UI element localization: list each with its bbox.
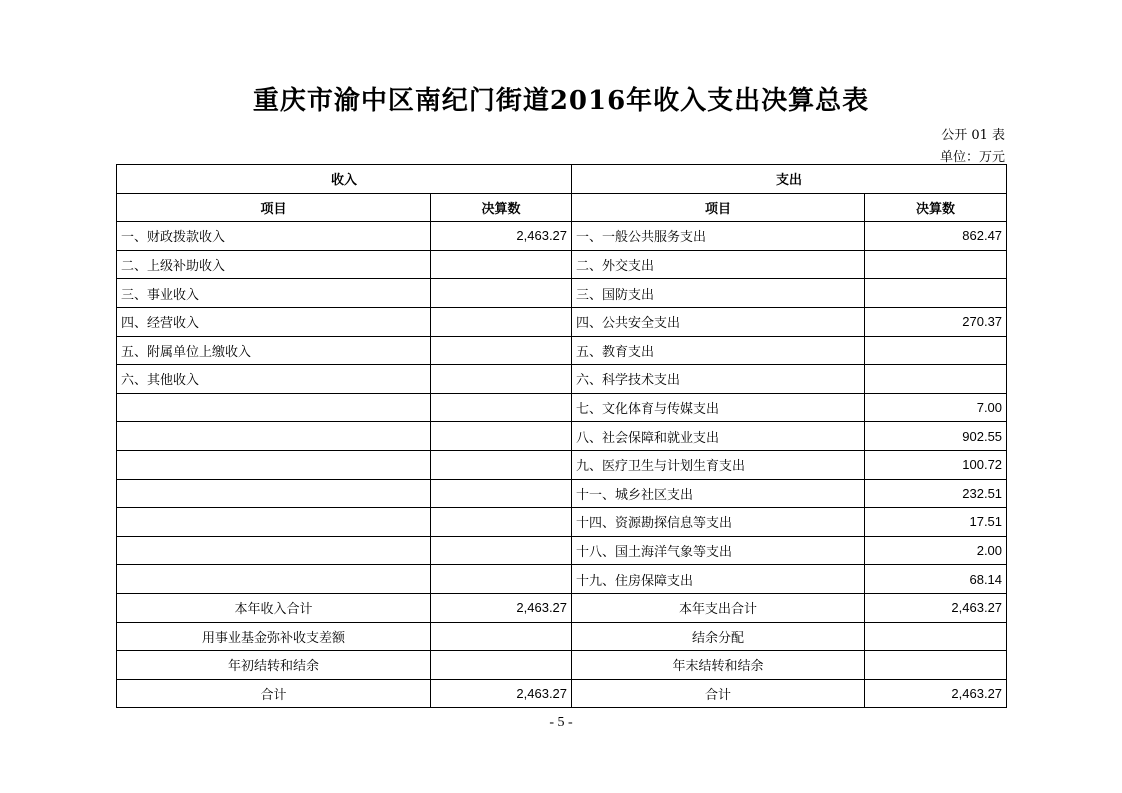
income-summary-label: 本年收入合计 [117,593,431,622]
income-amount-cell [431,536,572,565]
income-amount-cell [431,336,572,365]
income-item-cell: 一、财政拨款收入 [117,222,431,251]
income-item-cell [117,565,431,594]
expense-item-cell: 一、一般公共服务支出 [572,222,865,251]
table-row [117,565,1007,594]
expense-amount-cell: 100.72 [865,450,1007,479]
table-row [117,307,1007,336]
expense-section-header: 支出 [572,165,1007,194]
expense-item-cell: 六、科学技术支出 [572,365,865,394]
income-summary-label: 合计 [117,679,431,708]
income-item-cell [117,450,431,479]
income-item-cell [117,536,431,565]
income-amount-cell [431,279,572,308]
page-number: - 5 - [549,715,573,730]
table-row [117,393,1007,422]
income-item-cell [117,422,431,451]
table-row [117,508,1007,537]
expense-amount-column-header: 决算数 [865,193,1007,222]
income-item-cell: 三、事业收入 [117,279,431,308]
income-item-cell: 五、附属单位上缴收入 [117,336,431,365]
section-header-row [117,165,1007,194]
expense-summary-amount: 2,463.27 [865,679,1007,708]
expense-amount-cell [865,365,1007,394]
expense-item-cell: 十四、资源勘探信息等支出 [572,508,865,537]
table-row [117,222,1007,251]
unit-label: 单位：万元 [939,150,1005,165]
expense-amount-cell: 232.51 [865,479,1007,508]
expense-item-cell: 八、社会保障和就业支出 [572,422,865,451]
income-section-header: 收入 [117,165,572,194]
income-item-cell: 四、经营收入 [117,307,431,336]
summary-row [117,679,1007,708]
expense-amount-cell: 270.37 [865,307,1007,336]
income-summary-amount: 2,463.27 [431,679,572,708]
table-row [117,250,1007,279]
expense-item-cell: 七、文化体育与传媒支出 [572,393,865,422]
table-row [117,336,1007,365]
expense-amount-cell: 17.51 [865,508,1007,537]
income-amount-cell: 2,463.27 [431,222,572,251]
summary-row [117,651,1007,680]
income-item-column-header: 项目 [117,193,431,222]
table-row [117,479,1007,508]
summary-row [117,593,1007,622]
income-item-cell [117,508,431,537]
expense-item-cell: 十八、国土海洋气象等支出 [572,536,865,565]
expense-item-column-header: 项目 [572,193,865,222]
expense-summary-amount [865,622,1007,651]
table-row [117,365,1007,394]
income-summary-amount [431,651,572,680]
expense-amount-cell: 902.55 [865,422,1007,451]
summary-row [117,622,1007,651]
expense-item-cell: 九、医疗卫生与计划生育支出 [572,450,865,479]
expense-summary-label: 结余分配 [572,622,865,651]
income-amount-cell [431,422,572,451]
table-row [117,279,1007,308]
column-header-row [117,193,1007,222]
form-code: 公开 01 表 [941,128,1005,143]
expense-item-cell: 十一、城乡社区支出 [572,479,865,508]
income-item-cell: 六、其他收入 [117,365,431,394]
table-row [117,422,1007,451]
expense-item-cell: 十九、住房保障支出 [572,565,865,594]
expense-amount-cell: 68.14 [865,565,1007,594]
income-summary-label: 年初结转和结余 [117,651,431,680]
expense-amount-cell [865,279,1007,308]
budget-table [116,164,1007,708]
income-amount-cell [431,565,572,594]
income-amount-cell [431,479,572,508]
expense-item-cell: 五、教育支出 [572,336,865,365]
expense-summary-label: 合计 [572,679,865,708]
expense-amount-cell [865,336,1007,365]
expense-summary-amount [865,651,1007,680]
income-amount-cell [431,393,572,422]
expense-summary-label: 本年支出合计 [572,593,865,622]
expense-amount-cell: 2.00 [865,536,1007,565]
income-amount-cell [431,307,572,336]
income-item-cell: 二、上级补助收入 [117,250,431,279]
expense-item-cell: 三、国防支出 [572,279,865,308]
income-summary-amount: 2,463.27 [431,593,572,622]
income-amount-cell [431,508,572,537]
expense-amount-cell: 7.00 [865,393,1007,422]
income-summary-amount [431,622,572,651]
expense-item-cell: 二、外交支出 [572,250,865,279]
income-amount-column-header: 决算数 [431,193,572,222]
expense-summary-amount: 2,463.27 [865,593,1007,622]
table-row [117,450,1007,479]
income-amount-cell [431,365,572,394]
document-title: 重庆市渝中区南纪门街道2016年收入支出决算总表 [252,86,870,116]
income-amount-cell [431,450,572,479]
expense-amount-cell [865,250,1007,279]
expense-amount-cell: 862.47 [865,222,1007,251]
expense-summary-label: 年末结转和结余 [572,651,865,680]
income-summary-label: 用事业基金弥补收支差额 [117,622,431,651]
income-item-cell [117,393,431,422]
income-item-cell [117,479,431,508]
expense-item-cell: 四、公共安全支出 [572,307,865,336]
table-row [117,536,1007,565]
income-amount-cell [431,250,572,279]
